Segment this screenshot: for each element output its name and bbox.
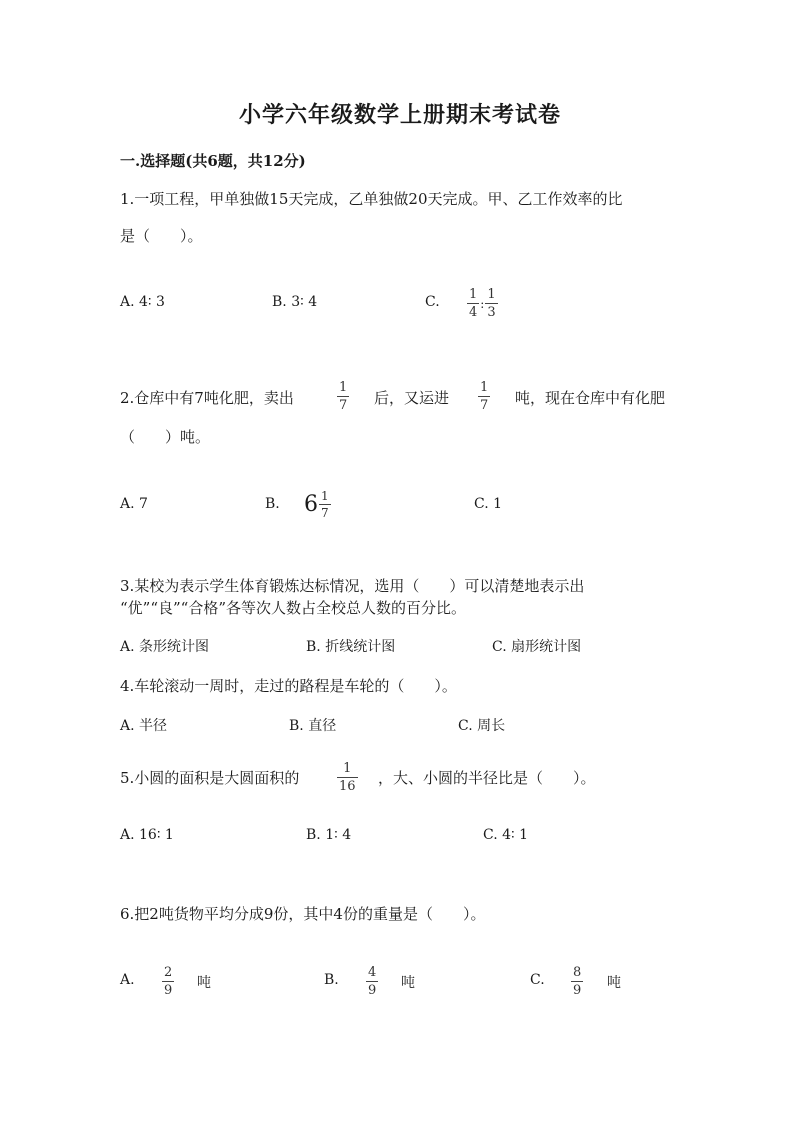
question-4-line-1: 4.车轮滚动一周时，走过的路程是车轮的（ ）。 [120, 677, 457, 695]
question-3-line-2: “优”“良”“合格”各等次人数占全校总人数的百分比。 [120, 599, 467, 617]
question-1-option-a[interactable]: A. 4∶ 3 [120, 294, 165, 310]
fraction-denominator: 3 [487, 305, 496, 320]
question-5-option-b[interactable]: B. 1∶ 4 [306, 827, 352, 843]
question-5-option-a[interactable]: A. 16∶ 1 [120, 827, 174, 843]
question-6-option-c-label[interactable]: C. [530, 972, 545, 988]
fraction-numerator: 1 [487, 287, 496, 302]
question-6-option-b-unit: 吨 [401, 975, 415, 991]
question-5-option-c[interactable]: C. 4∶ 1 [483, 827, 529, 843]
question-2-fraction-1 [337, 381, 349, 412]
question-6-option-a-fraction [162, 966, 174, 997]
fraction-denominator: 9 [368, 983, 377, 998]
fraction [319, 490, 331, 519]
question-3-option-c[interactable]: C. 扇形统计图 [492, 639, 582, 655]
question-6-option-a-label[interactable]: A. [120, 972, 135, 988]
question-4-option-b[interactable]: B. 直径 [289, 718, 337, 734]
question-6-option-c-unit: 吨 [607, 975, 621, 991]
fraction-denominator: 9 [164, 983, 173, 998]
question-3-option-a[interactable]: A. 条形统计图 [120, 639, 210, 655]
question-2-fraction-2 [478, 381, 490, 412]
question-1-option-c-ratio [467, 288, 498, 319]
question-5-part-1: 5.小圆的面积是大圆面积的 [120, 769, 300, 787]
fraction-denominator: 7 [339, 398, 348, 413]
fraction-denominator: 9 [573, 983, 582, 998]
question-2-part-1: 2.仓库中有7吨化肥，卖出 [120, 389, 294, 407]
question-5-fraction [337, 762, 358, 793]
fraction-numerator: 4 [368, 965, 377, 980]
question-2-line-2: （ ）吨。 [120, 428, 211, 446]
question-3-option-b[interactable]: B. 折线统计图 [306, 639, 396, 655]
section-heading: 一.选择题(共6题，共12分) [120, 152, 306, 170]
fraction-numerator: 2 [164, 965, 173, 980]
question-1-option-b[interactable]: B. 3∶ 4 [272, 294, 318, 310]
page-title: 小学六年级数学上册期末考试卷 [238, 102, 561, 128]
question-2-option-b-label[interactable]: B. [265, 496, 280, 512]
question-1-line-2: 是（ ）。 [120, 227, 203, 245]
question-6-option-a-unit: 吨 [197, 975, 211, 991]
question-1-line-1: 1.一项工程，甲单独做15天完成，乙单独做20天完成。甲、乙工作效率的比 [120, 190, 623, 208]
ratio-colon: : [480, 296, 485, 311]
fraction-numerator: 1 [343, 761, 352, 776]
question-2-option-a[interactable]: A. 7 [120, 496, 148, 512]
question-2-part-3: 吨，现在仓库中有化肥 [515, 389, 666, 407]
fraction-numerator: 1 [469, 287, 478, 302]
fraction [467, 288, 479, 319]
fraction-numerator: 8 [573, 965, 582, 980]
question-6-option-b-fraction [366, 966, 378, 997]
question-2-option-b-mixed-number [304, 490, 331, 519]
fraction-denominator: 4 [469, 305, 478, 320]
question-3-line-1: 3.某校为表示学生体育锻炼达标情况，选用（ ）可以清楚地表示出 [120, 577, 585, 595]
question-6-option-c-fraction [571, 966, 583, 997]
mixed-number-whole: 6 [304, 492, 318, 517]
fraction-numerator: 1 [321, 489, 329, 503]
question-5-part-2: ，大、小圆的半径比是（ ）。 [378, 769, 596, 787]
question-2-part-2: 后，又运进 [374, 389, 450, 407]
fraction-denominator: 7 [321, 506, 329, 520]
question-6-option-b-label[interactable]: B. [324, 972, 339, 988]
question-6-line-1: 6.把2吨货物平均分成9份，其中4份的重量是（ ）。 [120, 905, 486, 923]
fraction [485, 288, 497, 319]
question-4-option-c[interactable]: C. 周长 [458, 718, 506, 734]
fraction-denominator: 7 [480, 398, 489, 413]
fraction-denominator: 16 [339, 779, 356, 794]
question-2-option-c[interactable]: C. 1 [474, 496, 503, 512]
question-1-option-c-label[interactable]: C. [425, 294, 440, 310]
question-4-option-a[interactable]: A. 半径 [120, 718, 168, 734]
fraction-numerator: 1 [480, 380, 489, 395]
fraction-numerator: 1 [339, 380, 348, 395]
